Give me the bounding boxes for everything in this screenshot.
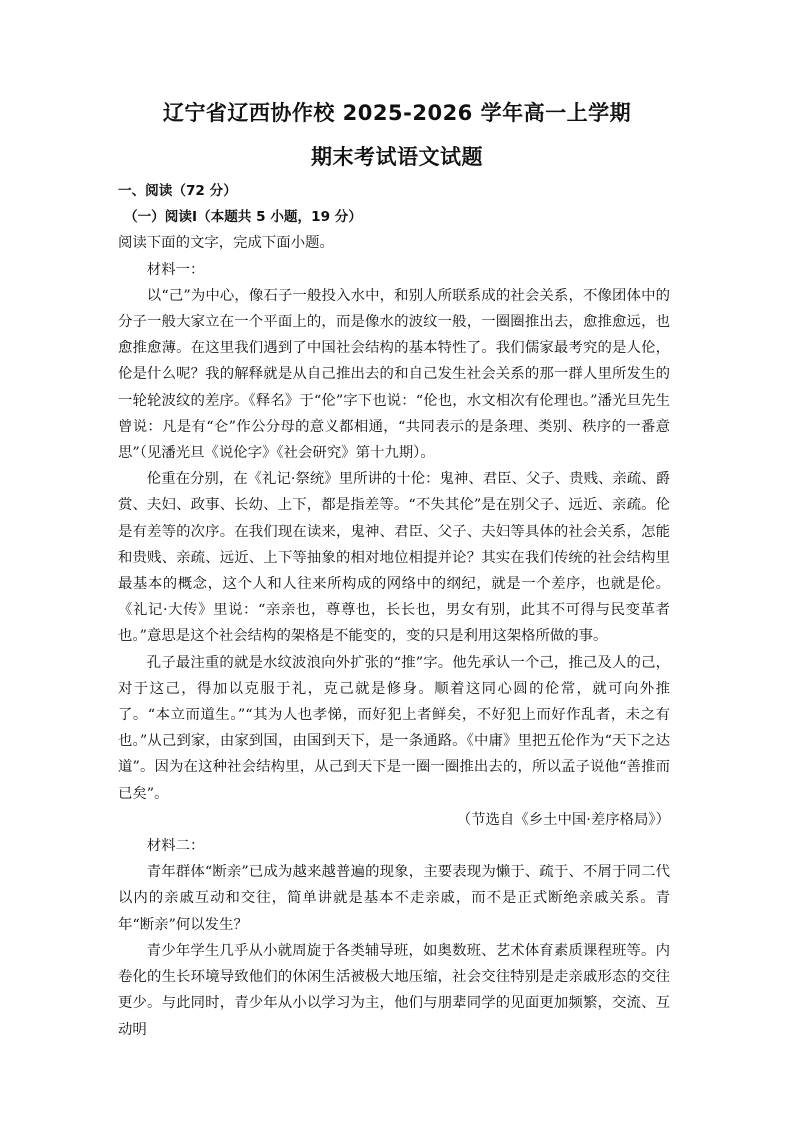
material2-label: 材料二：	[146, 838, 205, 855]
material2-paragraph-2: 青少年学生几乎从小就周旋于各类辅导班，如奥数班、艺术体育素质课程班等。内卷化的生长环境导致他们的休闲生活被极大地压缩，社会交往特别是走亲戚形态的交往更少。与此同时，青少年从小以学习为主，他们与朋辈同学的见面更加频繁，交流、互动明	[118, 942, 670, 1038]
section-heading: 一、阅读（72 分）	[118, 183, 237, 199]
material1-source: （节选自《乡土中国·差序格局》）	[456, 811, 670, 828]
document-body	[118, 178, 670, 1043]
material1-paragraph-1: 以“己”为中心，像石子一般投入水中，和别人所联系成的社会关系，不像团体中的分子一般大家立在一个平面上的，而是像水的波纹一般，一圈圈推出去，愈推愈远，也愈推愈薄。在这里我们遇到了中国社会结构的基本特性了。我们儒家最考究的是人伦，伦是什么呢？我的解释就是从自己推出去的和自己发生社会关系的那一群人里所发生的一轮轮波纹的差序。《释名》于“伦”字下也说：“伦也，水文相次有伦理也。”潘光旦先生曾说：凡是有“仑”作公分母的意义都相通，“共同表示的是条理、类别、秩序的一番意思”（见潘光旦《说伦字》《社会研究》第十九期）。	[118, 287, 670, 462]
material1-paragraph-2: 伦重在分别，在《礼记·祭统》里所讲的十伦：鬼神、君臣、父子、贵贱、亲疏、爵赏、夫妇、政事、长幼、上下，都是指差等。“不失其伦”是在别父子、远近、亲疏。伦是有差等的次序。在我们现在读来，鬼神、君臣、父子、夫妇等具体的社会关系，怎能和贵贱、亲疏、远近、上下等抽象的相对地位相提并论？其实在我们传统的社会结构里最基本的概念，这个人和人往来所构成的网络中的纲纪，就是一个差序，也就是伦。《礼记·大传》里说：“亲亲也，尊尊也，长长也，男女有别，此其不可得与民变革者也。”意思是这个社会结构的架格是不能变的，变的只是利用这架格所做的事。	[118, 471, 670, 645]
subsection-heading: （一）阅读Ⅰ（本题共 5 小题，19 分）	[124, 209, 362, 226]
material2-paragraph-1: 青年群体“断亲”已成为越来越普遍的现象，主要表现为懒于、疏于、不屑于同二代以内的亲戚互动和交往，简单讲就是基本不走亲戚，而不是正式断绝亲戚关系。青年“断亲”何以发生？	[118, 864, 670, 933]
instruction-text: 阅读下面的文字，完成下面小题。	[118, 235, 334, 252]
material1-paragraph-3: 孔子最注重的就是水纹波浪向外扩张的“推”字。他先承认一个己，推己及人的己，对于这己，得加以克服于礼，克己就是修身。顺着这同心圆的伦常，就可向外推了。“本立而道生。”“其为人也孝悌，而好犯上者鲜矣，不好犯上而好作乱者，未之有也。”从己到家，由家到国，由国到天下，是一条通路。《中庸》里把五伦作为“天下之达道”。因为在这种社会结构里，从己到天下是一圈一圈推出去的，所以孟子说他“善推而已矣”。	[118, 654, 670, 802]
document-title-line2: 期末考试语文试题	[311, 145, 483, 169]
material1-label: 材料一：	[146, 261, 205, 278]
document-title-line1: 辽宁省辽西协作校 2025-2026 学年高一上学期	[162, 101, 632, 125]
